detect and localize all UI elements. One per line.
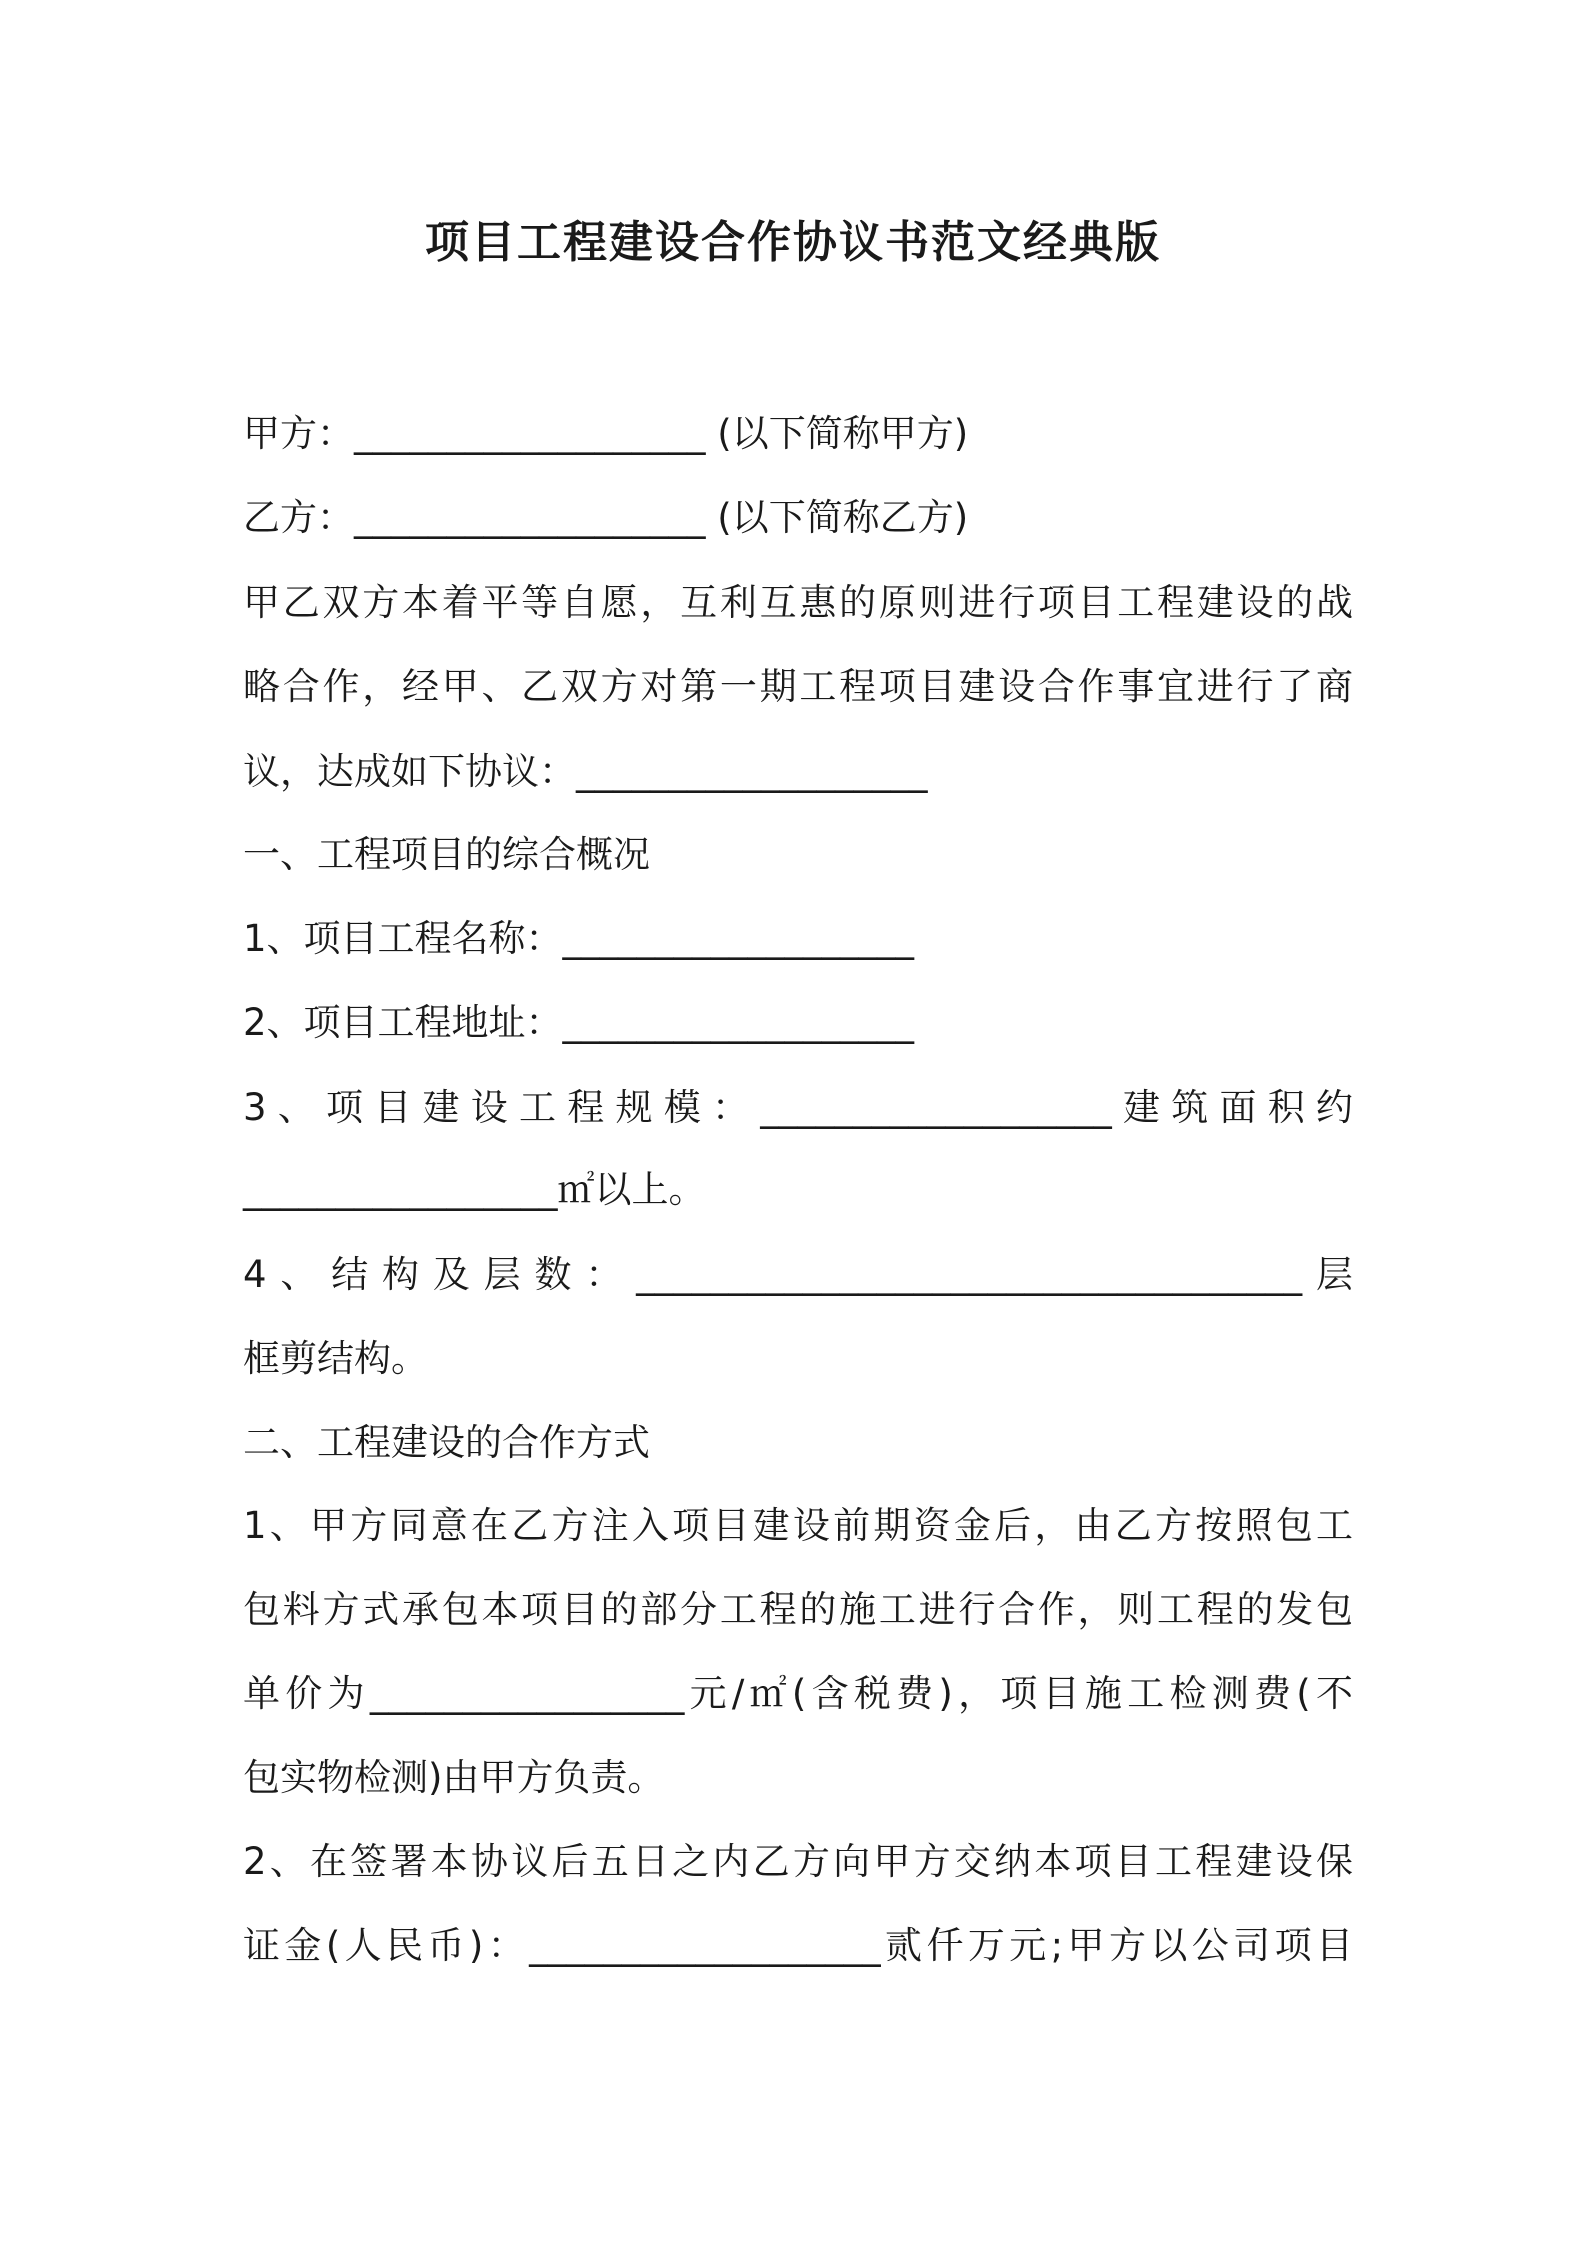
clause-line: 框剪结构。 bbox=[243, 1337, 428, 1380]
paragraph-line: 议，达成如下协议：___________________ bbox=[243, 750, 928, 793]
clause-line: 证金(人民币)：___________________贰仟万元;甲方以公司项目 bbox=[243, 1924, 1353, 1967]
clause-line: 3、项目建设工程规模：___________________建筑面积约 bbox=[243, 1086, 1353, 1129]
clause-line: 1、甲方同意在乙方注入项目建设前期资金后，由乙方按照包工 bbox=[243, 1504, 1353, 1547]
party-b-line: 乙方：___________________ (以下简称乙方) bbox=[243, 496, 969, 539]
paragraph-line: 甲乙双方本着平等自愿，互利互惠的原则进行项目工程建设的战 bbox=[243, 581, 1353, 624]
section-heading: 二、工程建设的合作方式 bbox=[243, 1421, 650, 1464]
clause-line: 2、项目工程地址：___________________ bbox=[243, 1001, 915, 1044]
clause-line: 包料方式承包本项目的部分工程的施工进行合作，则工程的发包 bbox=[243, 1588, 1353, 1631]
clause-line: 1、项目工程名称：___________________ bbox=[243, 917, 915, 960]
clause-line: 包实物检测)由甲方负责。 bbox=[243, 1756, 665, 1799]
clause-line: _________________㎡以上。 bbox=[243, 1168, 706, 1211]
clause-line: 2、在签署本协议后五日之内乙方向甲方交纳本项目工程建设保 bbox=[243, 1840, 1353, 1883]
party-a-line: 甲方：___________________ (以下简称甲方) bbox=[243, 412, 969, 455]
clause-line: 4、结构及层数：____________________________________层 bbox=[243, 1253, 1353, 1296]
clause-line: 单价为_________________元/㎡(含税费)，项目施工检测费(不 bbox=[243, 1672, 1353, 1715]
section-heading: 一、工程项目的综合概况 bbox=[243, 833, 650, 876]
paragraph-line: 略合作，经甲、乙双方对第一期工程项目建设合作事宜进行了商 bbox=[243, 665, 1353, 708]
document-title: 项目工程建设合作协议书范文经典版 bbox=[425, 217, 1161, 268]
